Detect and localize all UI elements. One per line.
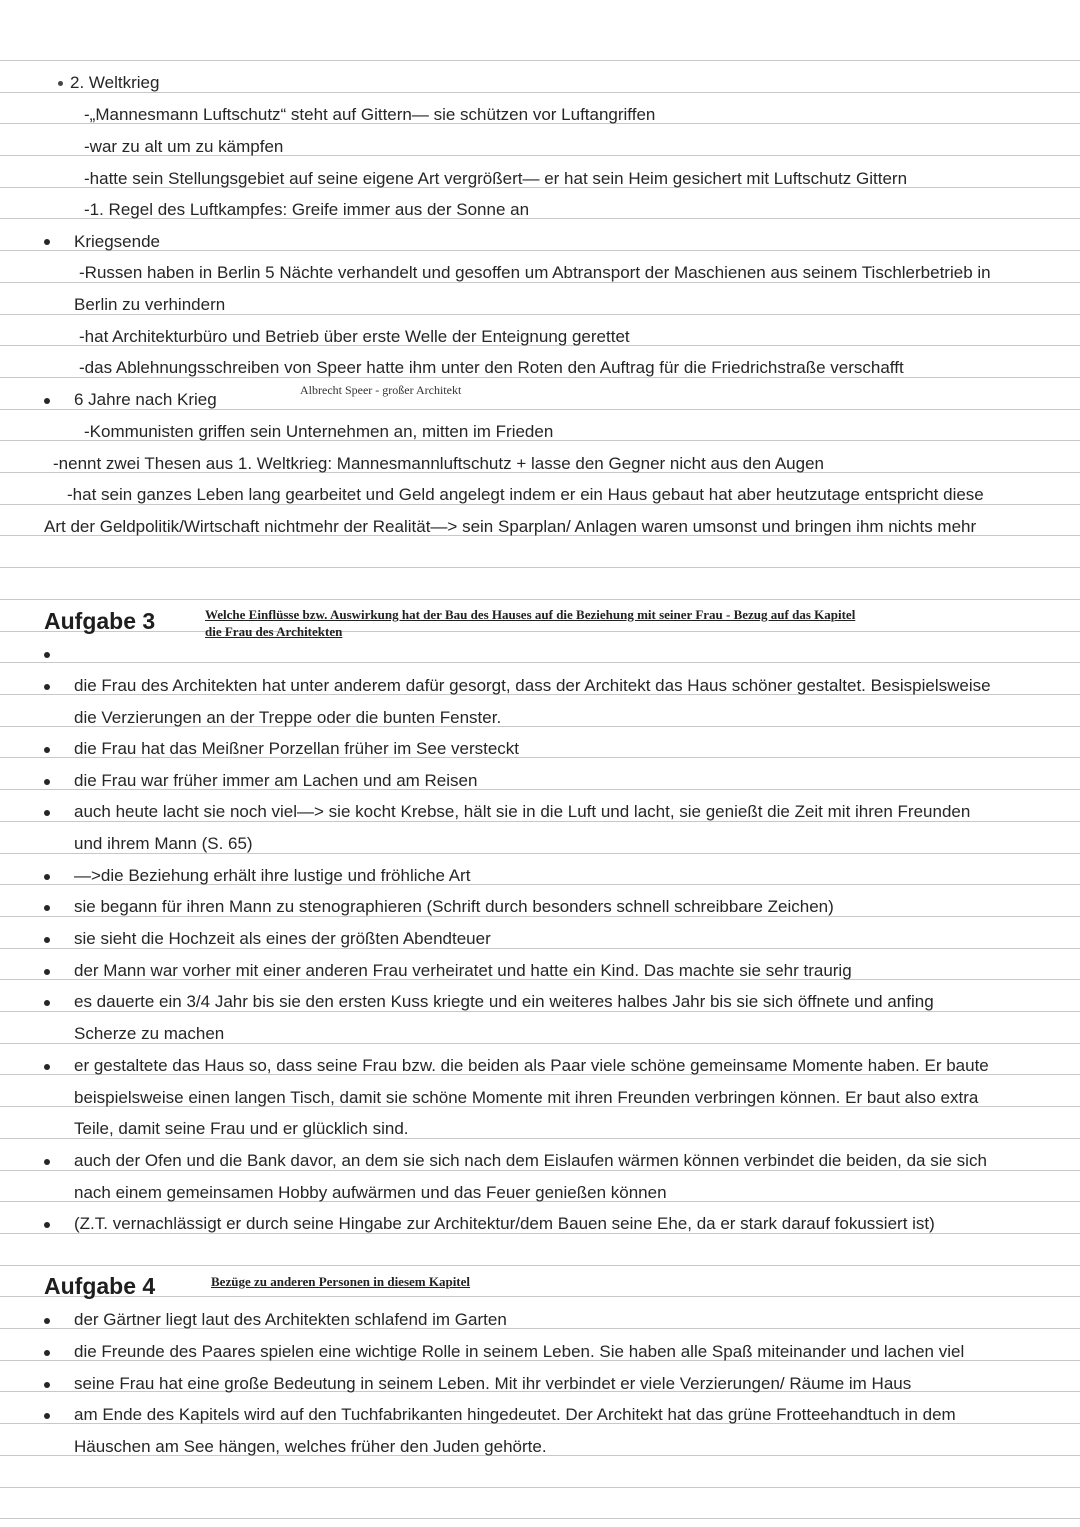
text-line: Art der Geldpolitik/Wirtschaft nichtmehr der Realität—> sein Sparplan/ Anlagen waren umsonst und bringen ihm nichts mehr: [44, 517, 977, 536]
bullet-dot: [44, 239, 50, 245]
bullet-dot: [44, 747, 50, 753]
text-line: der Gärtner liegt laut des Architekten schlafend im Garten: [74, 1310, 507, 1329]
text-line: und ihrem Mann (S. 65): [74, 834, 253, 853]
ruling-line: [0, 250, 1080, 251]
bullet-dot: [44, 969, 50, 975]
section-subtitle: die Frau des Architekten: [205, 624, 343, 639]
text-line: am Ende des Kapitels wird auf den Tuchfabrikanten hingedeutet. Der Architekt hat das grüne Frotteehandtuch in dem: [74, 1405, 956, 1424]
bullet-dot: [44, 905, 50, 911]
bullet-dot: [44, 874, 50, 880]
bullet-dot: [44, 937, 50, 943]
bullet-dot: [44, 684, 50, 690]
text-line: 6 Jahre nach Krieg: [74, 390, 217, 409]
ruling-line: [0, 1265, 1080, 1266]
bullet-dot: [44, 1064, 50, 1070]
text-line: sie begann für ihren Mann zu stenographieren (Schrift durch besonders schnell schreibbare Zeichen): [74, 897, 834, 916]
text-line: -1. Regel des Luftkampfes: Greife immer aus der Sonne an: [84, 200, 530, 219]
text-line: Berlin zu verhindern: [74, 295, 226, 314]
text-line: -„Mannesmann Luftschutz“ steht auf Gittern— sie schützen vor Luftangriffen: [84, 105, 656, 124]
ruling-line: [0, 92, 1080, 93]
bullet-dot: [44, 779, 50, 785]
ruling-line: [0, 567, 1080, 568]
text-line: die Frau war früher immer am Lachen und am Reisen: [74, 771, 478, 790]
text-line: die Frau des Architekten hat unter anderem dafür gesorgt, dass der Architekt das Haus schöner gestaltet. Besispielsweise: [74, 676, 991, 695]
ruling-line: [0, 599, 1080, 600]
bullet-dot: [44, 1000, 50, 1006]
text-line: die Verzierungen an der Treppe oder die bunten Fenster.: [74, 708, 502, 727]
section-heading: Aufgabe 3: [44, 608, 156, 634]
text-line: sie sieht die Hochzeit als eines der größten Abendteuer: [74, 929, 491, 948]
text-line: auch der Ofen und die Bank davor, an dem sie sich nach dem Eislaufen wärmen können verbindet die beiden, da sie sich: [74, 1151, 987, 1170]
bullet-dot: [44, 810, 50, 816]
bullet-dot: [44, 1350, 50, 1356]
text-line: —>die Beziehung erhält ihre lustige und fröhliche Art: [74, 866, 471, 885]
text-line: -hat Architekturbüro und Betrieb über erste Welle der Enteignung gerettet: [79, 327, 630, 346]
text-line: -hatte sein Stellungsgebiet auf seine eigene Art vergrößert— er hat sein Heim gesichert mit Luftschutz Gittern: [84, 169, 908, 188]
handwritten-note: Albrecht Speer - großer Architekt: [300, 383, 462, 397]
bullet-dot: [44, 1159, 50, 1165]
ruling-line: [0, 662, 1080, 663]
text-line: der Mann war vorher mit einer anderen Frau verheiratet und hatte ein Kind. Das machte sie sehr traurig: [74, 961, 852, 980]
text-line: -war zu alt um zu kämpfen: [84, 137, 284, 156]
bullet-dot: [44, 652, 50, 658]
text-line: die Frau hat das Meißner Porzellan früher im See versteckt: [74, 739, 520, 758]
section-heading: Aufgabe 4: [44, 1273, 156, 1299]
bullet-dot: [58, 81, 63, 86]
text-line: auch heute lacht sie noch viel—> sie kocht Krebse, hält sie in die Luft und lacht, sie genießt die Zeit mit ihren Freunden: [74, 802, 971, 821]
ruling-line: [0, 1518, 1080, 1519]
bullet-dot: [44, 1318, 50, 1324]
text-line: Kriegsende: [74, 232, 161, 251]
section-subtitle: Bezüge zu anderen Personen in diesem Kapitel: [211, 1274, 471, 1289]
text-line: (Z.T. vernachlässigt er durch seine Hingabe zur Architektur/dem Bauen seine Ehe, da er stark darauf fokussiert ist): [74, 1214, 935, 1233]
text-line: die Freunde des Paares spielen eine wichtige Rolle in seinem Leben. Sie haben alle Spaß miteinander und lachen viel: [74, 1342, 965, 1361]
ruling-line: [0, 1296, 1080, 1297]
text-line: nach einem gemeinsamen Hobby aufwärmen und das Feuer genießen können: [74, 1183, 667, 1202]
text-line: -Russen haben in Berlin 5 Nächte verhandelt und gesoffen um Abtransport der Maschienen aus seinem Tischlerbetrieb in: [79, 263, 991, 282]
text-line: -nennt zwei Thesen aus 1. Weltkrieg: Mannesmannluftschutz + lasse den Gegner nicht aus den Augen: [53, 454, 824, 473]
ruling-line: [0, 631, 1080, 632]
text-line: -Kommunisten griffen sein Unternehmen an, mitten im Frieden: [84, 422, 554, 441]
ruling-line: [0, 1487, 1080, 1488]
bullet-dot: [44, 1382, 50, 1388]
bullet-dot: [44, 1413, 50, 1419]
text-line: -hat sein ganzes Leben lang gearbeitet und Geld angelegt indem er ein Haus gebaut hat aber heutzutage entspricht diese: [67, 485, 984, 504]
text-line: -das Ablehnungsschreiben von Speer hatte ihm unter den Roten den Auftrag für die Friedrichstraße verschafft: [79, 358, 904, 377]
section-subtitle: Welche Einflüsse bzw. Auswirkung hat der Bau des Hauses auf die Beziehung mit seiner Frau - Bezug auf das Kapitel: [205, 607, 856, 622]
text-line: beispielsweise einen langen Tisch, damit sie schöne Momente mit ihren Freunden verbringen können. Er baut also extra: [74, 1088, 979, 1107]
text-line: Häuschen am See hängen, welches früher den Juden gehörte.: [74, 1437, 547, 1456]
text-line: es dauerte ein 3/4 Jahr bis sie den ersten Kuss kriegte und ein weiteres halbes Jahr bis sie sich öffnete und anfing: [74, 992, 934, 1011]
ruling-line: [0, 60, 1080, 61]
text-line: 2. Weltkrieg: [70, 73, 160, 92]
text-line: seine Frau hat eine große Bedeutung in seinem Leben. Mit ihr verbindet er viele Verzierungen/ Räume im Haus: [74, 1374, 912, 1393]
text-line: Teile, damit seine Frau und er glücklich sind.: [74, 1119, 409, 1138]
text-line: er gestaltete das Haus so, dass seine Frau bzw. die beiden als Paar viele schöne gemeinsame Momente haben. Er baute: [74, 1056, 989, 1075]
text-line: Scherze zu machen: [74, 1024, 225, 1043]
bullet-dot: [44, 398, 50, 404]
bullet-dot: [44, 1222, 50, 1228]
